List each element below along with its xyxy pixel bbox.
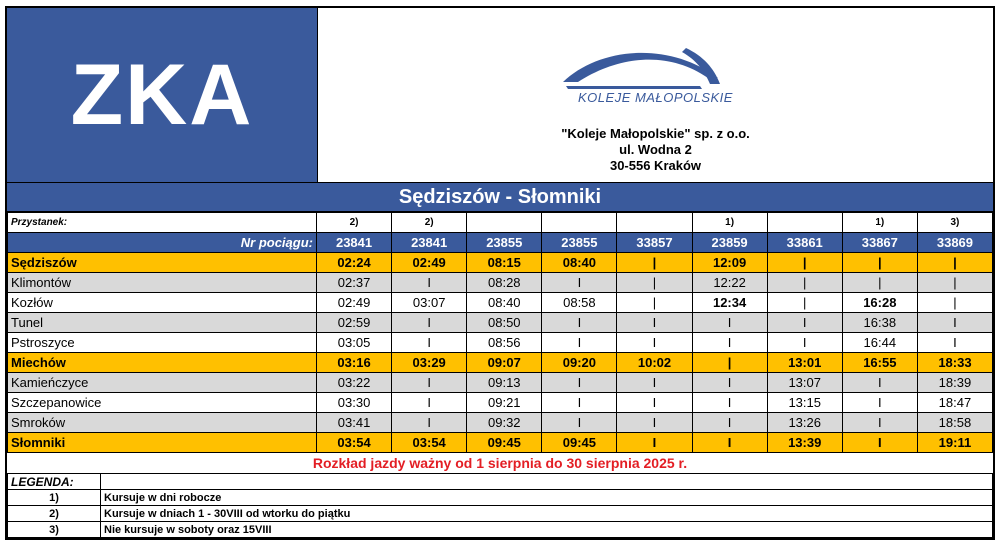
departure-time: 18:58	[917, 413, 992, 433]
stop-name: Szczepanowice	[8, 393, 317, 413]
stop-row	[8, 313, 993, 333]
legend-title: LEGENDA:	[8, 474, 101, 490]
departure-time: 16:38	[842, 313, 917, 333]
schedule-table	[7, 212, 993, 453]
departure-time: I	[542, 393, 617, 413]
departure-time: 03:16	[317, 353, 392, 373]
stop-name: Tunel	[8, 313, 317, 333]
departure-time: 02:37	[317, 273, 392, 293]
departure-time: 19:11	[917, 433, 992, 453]
departure-time: 08:50	[467, 313, 542, 333]
legend-text: Kursuje w dniach 1 - 30VIII od wtorku do piątku	[101, 506, 993, 522]
departure-time: 13:01	[767, 353, 842, 373]
departure-time: I	[617, 433, 692, 453]
departure-time: |	[917, 273, 992, 293]
departure-time: |	[917, 253, 992, 273]
zka-title: ZKA	[70, 46, 254, 143]
stop-row	[8, 273, 993, 293]
company-block	[318, 8, 993, 182]
departure-time: I	[542, 373, 617, 393]
departure-time: I	[692, 373, 767, 393]
stop-row	[8, 393, 993, 413]
departure-time: I	[842, 373, 917, 393]
departure-time: 03:30	[317, 393, 392, 413]
logo-wordmark: KOLEJE MAŁOPOLSKIE	[578, 90, 733, 105]
departure-time: 16:55	[842, 353, 917, 373]
stop-name: Sędziszów	[8, 253, 317, 273]
stop-row	[8, 433, 993, 453]
company-name: "Koleje Małopolskie" sp. z o.o.	[561, 126, 750, 141]
departure-time: 02:49	[317, 293, 392, 313]
legend-item	[8, 522, 993, 538]
stop-row	[8, 333, 993, 353]
departure-time: I	[617, 313, 692, 333]
legend-text: Nie kursuje w soboty oraz 15VIII	[101, 522, 993, 538]
train-note: 3)	[917, 213, 992, 233]
departure-time: |	[767, 273, 842, 293]
departure-time: 18:33	[917, 353, 992, 373]
stop-row	[8, 293, 993, 313]
train-number: 33857	[617, 233, 692, 253]
departure-time: I	[617, 413, 692, 433]
train-note	[467, 213, 542, 233]
route-title: Sędziszów - Słomniki	[7, 183, 993, 212]
departure-time: 08:58	[542, 293, 617, 313]
departure-time: 03:54	[392, 433, 467, 453]
departure-time: |	[617, 273, 692, 293]
departure-time: 08:56	[467, 333, 542, 353]
departure-time: 12:09	[692, 253, 767, 273]
train-number: 33861	[767, 233, 842, 253]
departure-time: 02:49	[392, 253, 467, 273]
departure-time: I	[542, 313, 617, 333]
company-city: 30-556 Kraków	[609, 158, 702, 173]
departure-time: 08:40	[467, 293, 542, 313]
legend-table	[7, 473, 993, 538]
departure-time: I	[842, 413, 917, 433]
departure-time: I	[392, 373, 467, 393]
train-number: 23855	[542, 233, 617, 253]
departure-time: I	[617, 333, 692, 353]
departure-time: |	[617, 253, 692, 273]
departure-time: I	[842, 433, 917, 453]
departure-time: I	[392, 333, 467, 353]
train-note: 2)	[392, 213, 467, 233]
departure-time: 08:15	[467, 253, 542, 273]
legend-key: 3)	[8, 522, 101, 538]
departure-time: I	[692, 333, 767, 353]
stop-row	[8, 373, 993, 393]
departure-time: 09:13	[467, 373, 542, 393]
departure-time: 03:29	[392, 353, 467, 373]
departure-time: I	[917, 313, 992, 333]
departure-time: 09:32	[467, 413, 542, 433]
departure-time: 16:44	[842, 333, 917, 353]
departure-time: 03:07	[392, 293, 467, 313]
departure-time: 13:39	[767, 433, 842, 453]
departure-time: 13:15	[767, 393, 842, 413]
departure-time: I	[692, 433, 767, 453]
departure-time: 03:54	[317, 433, 392, 453]
departure-time: |	[692, 353, 767, 373]
train-note	[617, 213, 692, 233]
stop-row	[8, 253, 993, 273]
departure-time: 03:05	[317, 333, 392, 353]
departure-time: I	[392, 413, 467, 433]
departure-time: 13:26	[767, 413, 842, 433]
departure-time: I	[392, 273, 467, 293]
legend-item	[8, 506, 993, 522]
train-number: 33867	[842, 233, 917, 253]
stop-name: Miechów	[8, 353, 317, 373]
stop-name: Słomniki	[8, 433, 317, 453]
stop-name: Kamieńczyce	[8, 373, 317, 393]
train-number: 23841	[317, 233, 392, 253]
train-note	[767, 213, 842, 233]
departure-time: 08:40	[542, 253, 617, 273]
departure-time: 09:07	[467, 353, 542, 373]
stops-label: Przystanek:	[8, 213, 317, 233]
departure-time: 13:07	[767, 373, 842, 393]
departure-time: |	[842, 253, 917, 273]
departure-time: 02:59	[317, 313, 392, 333]
timetable-sheet	[5, 6, 995, 540]
departure-time: I	[392, 313, 467, 333]
header	[7, 8, 993, 183]
notes-row	[8, 213, 993, 233]
departure-time: I	[917, 333, 992, 353]
departure-time: I	[692, 393, 767, 413]
departure-time: 12:22	[692, 273, 767, 293]
departure-time: I	[617, 373, 692, 393]
departure-time: 03:22	[317, 373, 392, 393]
stop-name: Pstroszyce	[8, 333, 317, 353]
departure-time: |	[617, 293, 692, 313]
stop-name: Kozłów	[8, 293, 317, 313]
train-number: 33869	[917, 233, 992, 253]
departure-time: 08:28	[467, 273, 542, 293]
departure-time: 09:20	[542, 353, 617, 373]
departure-time: 02:24	[317, 253, 392, 273]
departure-time: 09:45	[467, 433, 542, 453]
legend-key: 1)	[8, 490, 101, 506]
train-note: 1)	[842, 213, 917, 233]
departure-time: I	[542, 413, 617, 433]
stop-row	[8, 353, 993, 373]
departure-time: 03:41	[317, 413, 392, 433]
company-address	[318, 126, 993, 174]
legend-blank	[101, 474, 993, 490]
departure-time: 09:21	[467, 393, 542, 413]
departure-time: |	[767, 253, 842, 273]
departure-time: I	[692, 413, 767, 433]
train-number-row	[8, 233, 993, 253]
departure-time: I	[617, 393, 692, 413]
legend-item	[8, 490, 993, 506]
departure-time: 10:02	[617, 353, 692, 373]
legend-key: 2)	[8, 506, 101, 522]
validity-notice: Rozkład jazdy ważny od 1 sierpnia do 30 sierpnia 2025 r.	[312, 455, 688, 471]
departure-time: 12:34	[692, 293, 767, 313]
departure-time: 09:45	[542, 433, 617, 453]
legend-title-row	[8, 474, 993, 490]
train-note	[542, 213, 617, 233]
departure-time: I	[542, 333, 617, 353]
train-number: 23855	[467, 233, 542, 253]
departure-time: I	[392, 393, 467, 413]
departure-time: I	[767, 313, 842, 333]
departure-time: I	[692, 313, 767, 333]
train-number-label: Nr pociągu:	[8, 233, 317, 253]
stop-row	[8, 413, 993, 433]
departure-time: I	[767, 333, 842, 353]
departure-time: |	[842, 273, 917, 293]
departure-time: I	[542, 273, 617, 293]
stop-name: Klimontów	[8, 273, 317, 293]
train-note: 1)	[692, 213, 767, 233]
zka-banner	[7, 8, 318, 182]
departure-time: 18:47	[917, 393, 992, 413]
train-number: 23841	[392, 233, 467, 253]
legend-text: Kursuje w dni robocze	[101, 490, 993, 506]
departure-time: I	[842, 393, 917, 413]
departure-time: 18:39	[917, 373, 992, 393]
train-note: 2)	[317, 213, 392, 233]
departure-time: |	[917, 293, 992, 313]
company-street: ul. Wodna 2	[619, 142, 692, 157]
stop-name: Smroków	[8, 413, 317, 433]
departure-time: 16:28	[842, 293, 917, 313]
departure-time: |	[767, 293, 842, 313]
train-number: 23859	[692, 233, 767, 253]
